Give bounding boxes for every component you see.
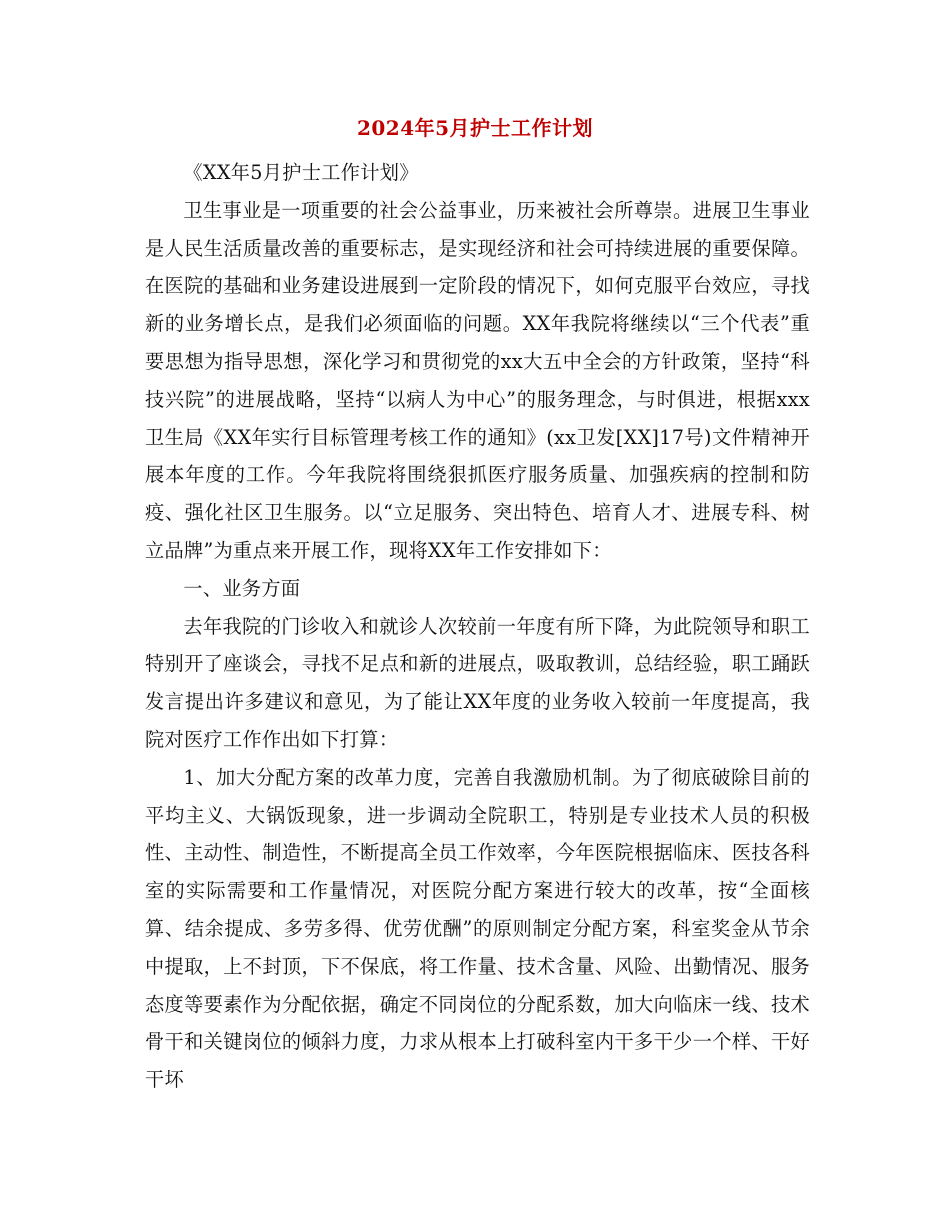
paragraph-item-1: 1、加大分配方案的改革力度，完善自我激励机制。为了彻底破除目前的平均主义、大锅饭现象，进一步调动全院职工，特别是专业技术人员的积极性、主动性、制造性，不断提高全员工作效率，今年医院根据临床、医技各科室的实际需要和工作量情况，对医院分配方案进行较大的改革，按“全面核算、结余提成、多劳多得、优劳优酬”的原则制定分配方案，科室奖金从节余中提取，上不封顶，下不保底，将工作量、技术含量、风险、出勤情况、服务态度等要素作为分配依据，确定不同岗位的分配系数，加大向临床一线、技术骨干和关键岗位的倾斜力度，力求从根本上打破科室内干多干少一个样、干好干坏 [145, 765, 810, 1092]
paragraph-intro: 卫生事业是一项重要的社会公益事业，历来被社会所尊崇。进展卫生事业是人民生活质量改善的重要标志，是实现经济和社会可持续进展的重要保障。在医院的基础和业务建设进展到一定阶段的情况下，如何克服平台效应，寻找新的业务增长点，是我们必须面临的问题。XX年我院将继续以“三个代表”重要思想为指导思想，深化学习和贯彻党的xx大五中全会的方针政策，坚持“科技兴院”的进展战略，坚持“以病人为中心”的服务理念，与时俱进，根据xxx卫生局《XX年实行目标管理考核工作的通知》(xx卫发[XX]17号)文件精神开展本年度的工作。今年我院将围绕狠抓医疗服务质量、加强疾病的控制和防疫、强化社区卫生服务。以“立足服务、突出特色、培育人才、进展专科、树立品牌”为重点来开展工作，现将XX年工作安排如下： [145, 198, 810, 562]
paragraph-subtitle: 《XX年5月护士工作计划》 [183, 161, 419, 184]
section-heading-business: 一、业务方面 [183, 576, 301, 600]
paragraph-business: 去年我院的门诊收入和就诊人次较前一年度有所下降，为此院领导和职工特别开了座谈会，寻找不足点和新的进展点，吸取教训，总结经验，职工踊跃发言提出许多建议和意见，为了能让XX年度的业务收入较前一年度提高，我院对医疗工作作出如下打算： [145, 614, 810, 751]
document-title: 2024年5月护士工作计划 [356, 116, 594, 140]
document-body [145, 154, 810, 1099]
